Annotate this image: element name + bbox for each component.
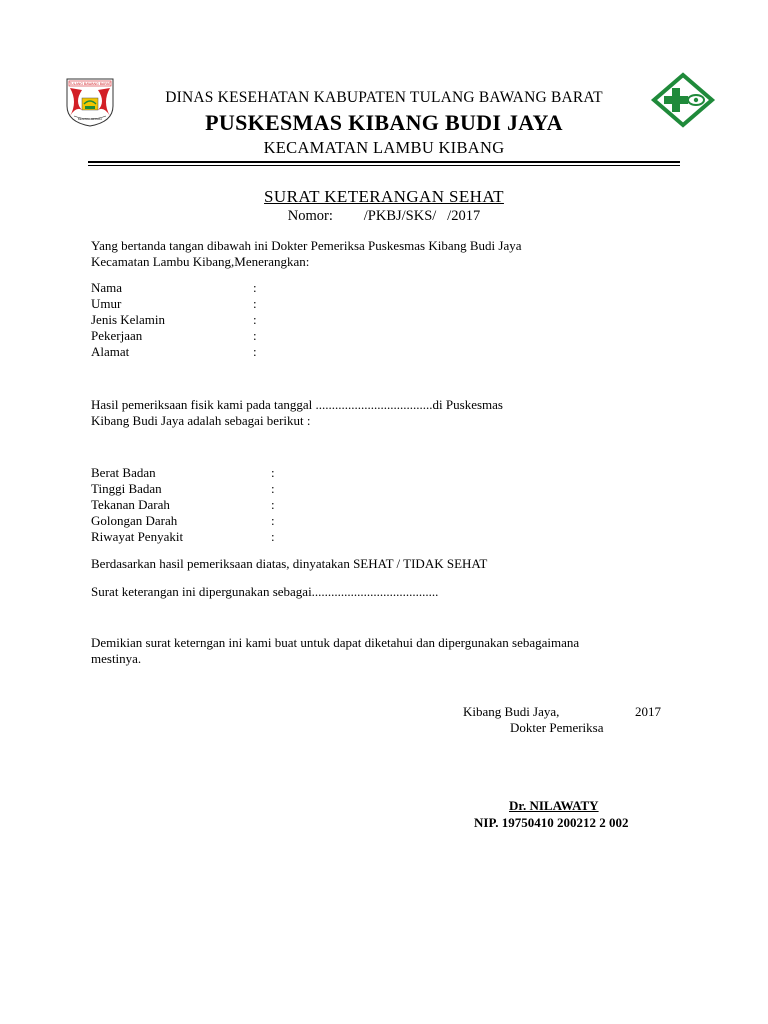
purpose-text: Surat keterangan ini dipergunakan sebagai....................................... xyxy=(91,584,439,599)
field-sep-riwayat-penyakit: : xyxy=(271,529,275,544)
doctor-name: Dr. NILAWATY xyxy=(509,798,599,813)
signature-place: Kibang Budi Jaya, xyxy=(463,704,560,719)
field-sep-umur: : xyxy=(253,296,257,311)
header-divider-thin xyxy=(88,165,680,166)
field-sep-pekerjaan: : xyxy=(253,328,257,343)
field-sep-alamat: : xyxy=(253,344,257,359)
svg-text:BEGAWI JEJAMA: BEGAWI JEJAMA xyxy=(77,117,103,121)
field-sep-golongan-darah: : xyxy=(271,513,275,528)
puskesmas-name: PUSKESMAS KIBANG BUDI JAYA xyxy=(205,110,563,135)
nomor-label: Nomor: xyxy=(287,208,333,224)
field-sep-jenis-kelamin: : xyxy=(253,312,257,327)
closing-line-1: Demikian surat keterngan ini kami buat untuk dapat diketahui dan dipergunakan sebagaimana xyxy=(91,635,580,650)
field-label-tinggi-badan: Tinggi Badan xyxy=(91,481,162,496)
signature-year: 2017 xyxy=(635,704,661,719)
field-label-pekerjaan: Pekerjaan xyxy=(91,328,143,343)
field-label-umur: Umur xyxy=(91,296,122,311)
field-label-alamat: Alamat xyxy=(91,344,130,359)
field-sep-tekanan-darah: : xyxy=(271,497,275,512)
kecamatan-name: KECAMATAN LAMBU KIBANG xyxy=(263,138,505,157)
conclusion-text: Berdasarkan hasil pemeriksaan diatas, dinyatakan SEHAT / TIDAK SEHAT xyxy=(91,556,488,571)
document-number xyxy=(0,208,768,225)
signature-role: Dokter Pemeriksa xyxy=(510,720,604,735)
svg-text:TULANG BAWANG BARAT: TULANG BAWANG BARAT xyxy=(69,82,111,86)
document-title: SURAT KETERANGAN SEHAT xyxy=(264,187,504,206)
closing-line-2: mestinya. xyxy=(91,651,142,666)
field-label-golongan-darah: Golongan Darah xyxy=(91,513,178,528)
nomor-value: /PKBJ/SKS/ /2017 xyxy=(363,208,481,224)
field-label-jenis-kelamin: Jenis Kelamin xyxy=(91,312,166,327)
intro-line-1: Yang bertanda tangan dibawah ini Dokter Pemeriksa Puskesmas Kibang Budi Jaya xyxy=(91,238,522,253)
agency-name: DINAS KESEHATAN KABUPATEN TULANG BAWANG BARAT xyxy=(165,89,603,106)
field-label-riwayat-penyakit: Riwayat Penyakit xyxy=(91,529,184,544)
field-sep-nama: : xyxy=(253,280,257,295)
exam-line-2: Kibang Budi Jaya adalah sebagai berikut : xyxy=(91,413,311,428)
field-label-nama: Nama xyxy=(91,280,123,295)
field-sep-tinggi-badan: : xyxy=(271,481,275,496)
header-divider xyxy=(88,161,680,163)
doctor-nip: NIP. 19750410 200212 2 002 xyxy=(474,815,629,830)
exam-line-1: Hasil pemeriksaan fisik kami pada tanggal ....................................di Puskesmas xyxy=(91,397,503,412)
field-label-berat-badan: Berat Badan xyxy=(91,465,156,480)
intro-line-2: Kecamatan Lambu Kibang,Menerangkan: xyxy=(91,254,310,269)
field-sep-berat-badan: : xyxy=(271,465,275,480)
field-label-tekanan-darah: Tekanan Darah xyxy=(91,497,170,512)
